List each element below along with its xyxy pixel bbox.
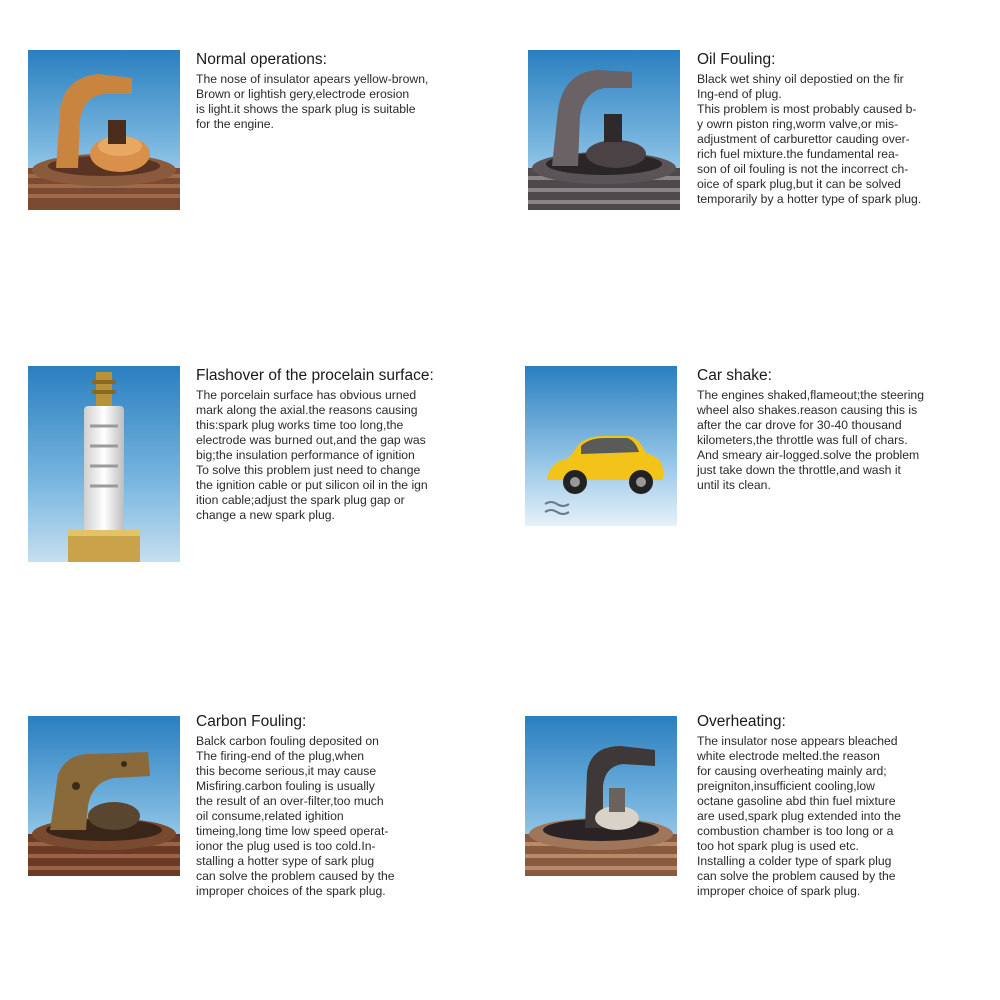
shaking-car-icon [525, 366, 677, 526]
section-oil-fouling [697, 51, 997, 207]
section-carbon-fouling [196, 713, 496, 899]
body-line: adjustment of carburettor cauding over- [697, 132, 910, 146]
section-title: Car shake: [697, 367, 772, 384]
body-line: Balck carbon fouling deposited on [196, 734, 379, 748]
body-line: big;the insulation performance of ignition [196, 448, 415, 462]
spark-plug-oil-fouled-icon [528, 50, 680, 210]
spark-plug-flashover-icon [28, 366, 180, 562]
body-line: is light.it shows the spark plug is suitable [196, 102, 416, 116]
body-line: are used,spark plug extended into the [697, 809, 901, 823]
body-line: can solve the problem caused by the [196, 869, 395, 883]
body-line: this:spark plug works time too long,the [196, 418, 404, 432]
body-line: mark along the axial.the reasons causing [196, 403, 418, 417]
section-normal-operations [196, 51, 496, 132]
body-line: the ignition cable or put silicon oil in the ign [196, 478, 428, 492]
section-title: Normal operations: [196, 51, 327, 68]
body-line: The engines shaked,flameout;the steering [697, 388, 924, 402]
spark-plug-carbon-fouled-icon [28, 716, 180, 876]
spark-plug-carbon-fouled-photo [28, 716, 180, 876]
section-body [697, 72, 997, 207]
body-line: To solve this problem just need to change [196, 463, 421, 477]
body-line: for the engine. [196, 117, 274, 131]
shaking-car-photo [525, 366, 677, 526]
body-line: timeing,long time low speed operat- [196, 824, 389, 838]
body-line: The nose of insulator apears yellow-brown, [196, 72, 429, 86]
body-line: until its clean. [697, 478, 771, 492]
body-line: Ing-end of plug. [697, 87, 782, 101]
body-line: stalling a hotter sype of sark plug [196, 854, 375, 868]
section-title: Carbon Fouling: [196, 713, 307, 730]
body-line: improper choice of spark plug. [697, 884, 861, 898]
body-line: Brown or lightish gery,electrode erosion [196, 87, 410, 101]
body-line: can solve the problem caused by the [697, 869, 896, 883]
body-line: electrode was burned out,and the gap was [196, 433, 426, 447]
body-line: this become serious,it may cause [196, 764, 377, 778]
body-line: improper choices of the spark plug. [196, 884, 386, 898]
spark-plug-flashover-photo [28, 366, 180, 562]
section-flashover [196, 367, 496, 523]
body-line: the result of an over-filter,too much [196, 794, 384, 808]
section-body [196, 72, 496, 132]
body-line: rich fuel mixture.the fundamental rea- [697, 147, 899, 161]
body-line: Black wet shiny oil depostied on the fir [697, 72, 904, 86]
body-line: ionor the plug used is too cold.In- [196, 839, 376, 853]
body-line: oice of spark plug,but it can be solved [697, 177, 901, 191]
body-line: white electrode melted.the reason [697, 749, 880, 763]
body-line: son of oil fouling is not the incorrect ch- [697, 162, 909, 176]
section-body [196, 734, 496, 899]
body-line: for causing overheating mainly ard; [697, 764, 887, 778]
body-line: octane gasoline abd thin fuel mixture [697, 794, 896, 808]
body-line: just take down the throttle,and wash it [697, 463, 901, 477]
section-overheating [697, 713, 997, 899]
body-line: And smeary air-logged.solve the problem [697, 448, 920, 462]
body-line: The insulator nose appears bleached [697, 734, 898, 748]
spark-plug-oil-fouled-photo [528, 50, 680, 210]
body-line: The porcelain surface has obvious urned [196, 388, 417, 402]
body-line: preigniton,insufficient cooling,low [697, 779, 875, 793]
section-title: Oil Fouling: [697, 51, 776, 68]
body-line: Misfiring.carbon fouling is usually [196, 779, 375, 793]
section-body [697, 734, 997, 899]
body-line: oil consume,related ighition [196, 809, 344, 823]
section-title: Flashover of the procelain surface: [196, 367, 434, 384]
spark-plug-overheated-icon [525, 716, 677, 876]
body-line: y owrn piston ring,worm valve,or mis- [697, 117, 899, 131]
section-title: Overheating: [697, 713, 786, 730]
body-line: kilometers,the throttle was full of chars. [697, 433, 908, 447]
body-line: The firing-end of the plug,when [196, 749, 365, 763]
body-line: after the car drove for 30-40 thousand [697, 418, 902, 432]
spark-plug-overheated-photo [525, 716, 677, 876]
body-line: change a new spark plug. [196, 508, 335, 522]
spark-plug-normal-icon [28, 50, 180, 210]
spark-plug-normal-photo [28, 50, 180, 210]
section-body [697, 388, 997, 493]
body-line: too hot spark plug is used etc. [697, 839, 859, 853]
body-line: ition cable;adjust the spark plug gap or [196, 493, 405, 507]
body-line: temporarily by a hotter type of spark plug. [697, 192, 922, 206]
body-line: combustion chamber is too long or a [697, 824, 894, 838]
section-car-shake [697, 367, 997, 493]
body-line: wheel also shakes.reason causing this is [697, 403, 918, 417]
body-line: This problem is most probably caused b- [697, 102, 917, 116]
section-body [196, 388, 496, 523]
body-line: Installing a colder type of spark plug [697, 854, 892, 868]
